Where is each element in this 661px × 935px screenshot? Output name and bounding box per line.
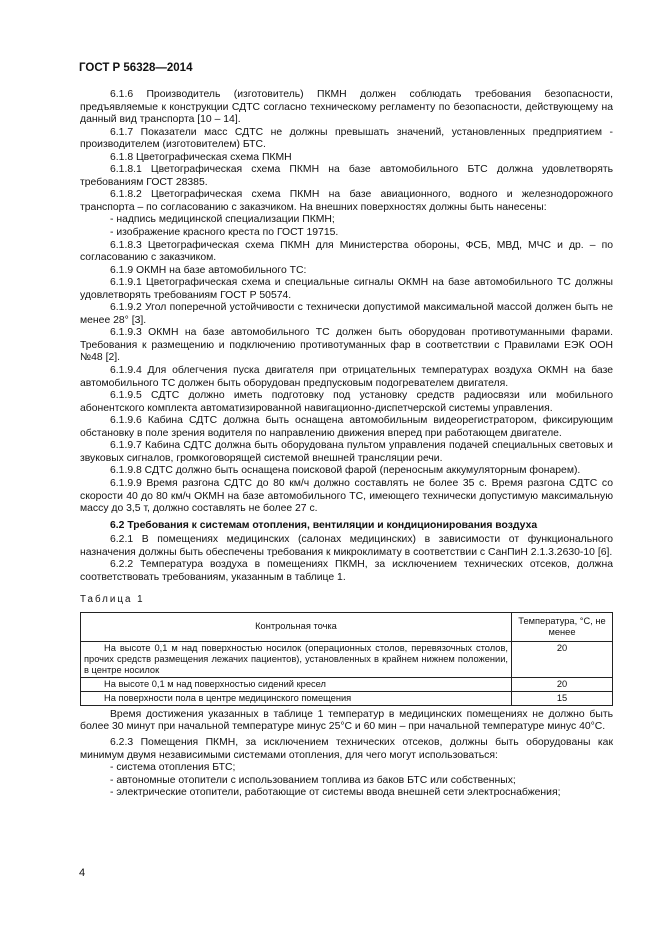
paragraph: 6.2.3 Помещения ПКМН, за исключением технических отсеков, должны быть оборудованы как минимум двумя независимыми системами отопления, для чего могут использоваться: xyxy=(80,736,613,761)
paragraph: 6.2.1 В помещениях медицинских (салонах медицинских) в зависимости от функционального назначения должны быть обеспечены требования к микроклимату в соответствии с СанПиН 2.1.3.2630-10 [6]. xyxy=(80,534,613,558)
paragraph: 6.1.9.1 Цветографическая схема и специальные сигналы ОКМН на базе автомобильного ТС должны удовлетворять требованиям ГОСТ Р 50574. xyxy=(80,277,613,301)
list-item: - изображение красного креста по ГОСТ 19715. xyxy=(110,227,339,239)
paragraph: 6.1.9.7 Кабина СДТС должна быть оборудована пультом управления подачей специальных световых и звуковых сигналов, громкоговорящей системой внешней трансляции речи. xyxy=(80,440,613,464)
paragraph: 6.1.9.8 СДТС должно быть оснащена поисковой фарой (переносным аккумуляторным фонарем). xyxy=(110,465,581,477)
document-body xyxy=(80,89,613,800)
paragraph: 6.1.9.2 Угол поперечной устойчивости с технически допустимой максимальной массой должен быть не менее 28° [3]. xyxy=(80,302,613,326)
table-header-cell: Температура, °С, не менее xyxy=(512,612,613,641)
paragraph: 6.1.9.4 Для облегчения пуска двигателя при отрицательных температурах воздуха ОКМН на базе автомобильного ТС должен быть оборудован предпусковым подогревателем двигателя. xyxy=(80,365,613,389)
page-number: 4 xyxy=(79,867,86,879)
table-label: Таблица 1 xyxy=(80,594,145,606)
paragraph: 6.1.8 Цветографическая схема ПКМН xyxy=(110,151,292,163)
table-row xyxy=(81,691,613,705)
document-header: ГОСТ Р 56328—2014 xyxy=(79,62,193,74)
paragraph: 6.1.9 ОКМН на базе автомобильного ТС: xyxy=(110,264,307,276)
paragraph: 6.1.7 Показатели масс СДТС не должны превышать значений, установленных предприятием - производителем (изготовителем) БТС. xyxy=(80,126,613,151)
paragraph: 6.1.9.9 Время разгона СДТС до 80 км/ч должно составлять не более 35 с. Время разгона СДТС со скорости 40 до 80 км/ч ОКМН на базе автомобильного ТС, имеющего технически допустимую максимальную массу до 3,5 т, должно составлять не более 27 с. xyxy=(80,477,613,515)
temperature-table xyxy=(80,612,613,706)
paragraph: Время достижения указанных в таблице 1 температур в медицинских помещениях не должно быть более 30 минут при начальной температуре минус 25°С и 60 мин – при начальной температуре минус 40°С. xyxy=(80,708,613,733)
section-heading: 6.2 Требования к системам отопления, вентиляции и кондиционирования воздуха xyxy=(110,519,538,531)
table-cell: На высоте 0,1 м над поверхностью сидений кресел xyxy=(81,677,512,691)
list-item: - система отопления БТС; xyxy=(110,762,236,774)
table-cell: 15 xyxy=(512,691,613,705)
paragraph: 6.1.9.3 ОКМН на базе автомобильного ТС должен быть оборудован противотуманными фарами. Требования к размещению и подключению противотуманных фар в соответствии с Правилами ЕЭК ООН №48 [2]. xyxy=(80,327,613,364)
table-header-row xyxy=(81,612,613,641)
paragraph: 6.1.8.2 Цветографическая схема ПКМН на базе авиационного, водного и железнодорожного транспорта – по согласованию с заказчиком. На внешних поверхностях должны быть нанесены: xyxy=(80,189,613,213)
paragraph: 6.2.2 Температура воздуха в помещениях ПКМН, за исключением технических отсеков, должна соответствовать требованиям, указанным в таблице 1. xyxy=(80,559,613,583)
table-row xyxy=(81,641,613,677)
paragraph: 6.1.8.1 Цветографическая схема ПКМН на базе автомобильного БТС должна удовлетворять требованиям ГОСТ 28385. xyxy=(80,164,613,188)
table-cell: 20 xyxy=(512,677,613,691)
list-item: - электрические отопители, работающие от системы ввода внешней сети электроснабжения; xyxy=(110,787,561,799)
paragraph: 6.1.9.6 Кабина СДТС должна быть оснащена автомобильным видеорегистратором, фиксирующим обстановку в поле зрения водителя по направлению движения вперед при работающем двигателе. xyxy=(80,415,613,439)
table-header-cell: Контрольная точка xyxy=(81,612,512,641)
paragraph: 6.1.8.3 Цветографическая схема ПКМН для Министерства обороны, ФСБ, МВД, МЧС и др. – по согласованию с заказчиком. xyxy=(80,239,613,264)
table-cell: На поверхности пола в центре медицинского помещения xyxy=(81,691,512,705)
table-cell: 20 xyxy=(512,641,613,677)
table-cell: На высоте 0,1 м над поверхностью носилок (операционных столов, перевязочных столов, прочих средств размещения лежачих пациентов), установленных в крайнем нижнем положении, в центре носилок xyxy=(81,641,512,677)
list-item: - надпись медицинской специализации ПКМН; xyxy=(110,214,335,226)
paragraph: 6.1.9.5 СДТС должно иметь подготовку под установку средств радиосвязи или мобильного абонентского комплекта автоматизированной навигационно-диспетчерской системы управления. xyxy=(80,390,613,414)
table-row xyxy=(81,677,613,691)
paragraph: 6.1.6 Производитель (изготовитель) ПКМН должен соблюдать требования безопасности, предъявляемые к конструкции СДТС согласно техническому регламенту по безопасности, действующему на данный вид транспорта [10 – 14]. xyxy=(80,89,613,126)
list-item: - автономные отопители с использованием топлива из баков БТС или собственных; xyxy=(110,774,516,786)
